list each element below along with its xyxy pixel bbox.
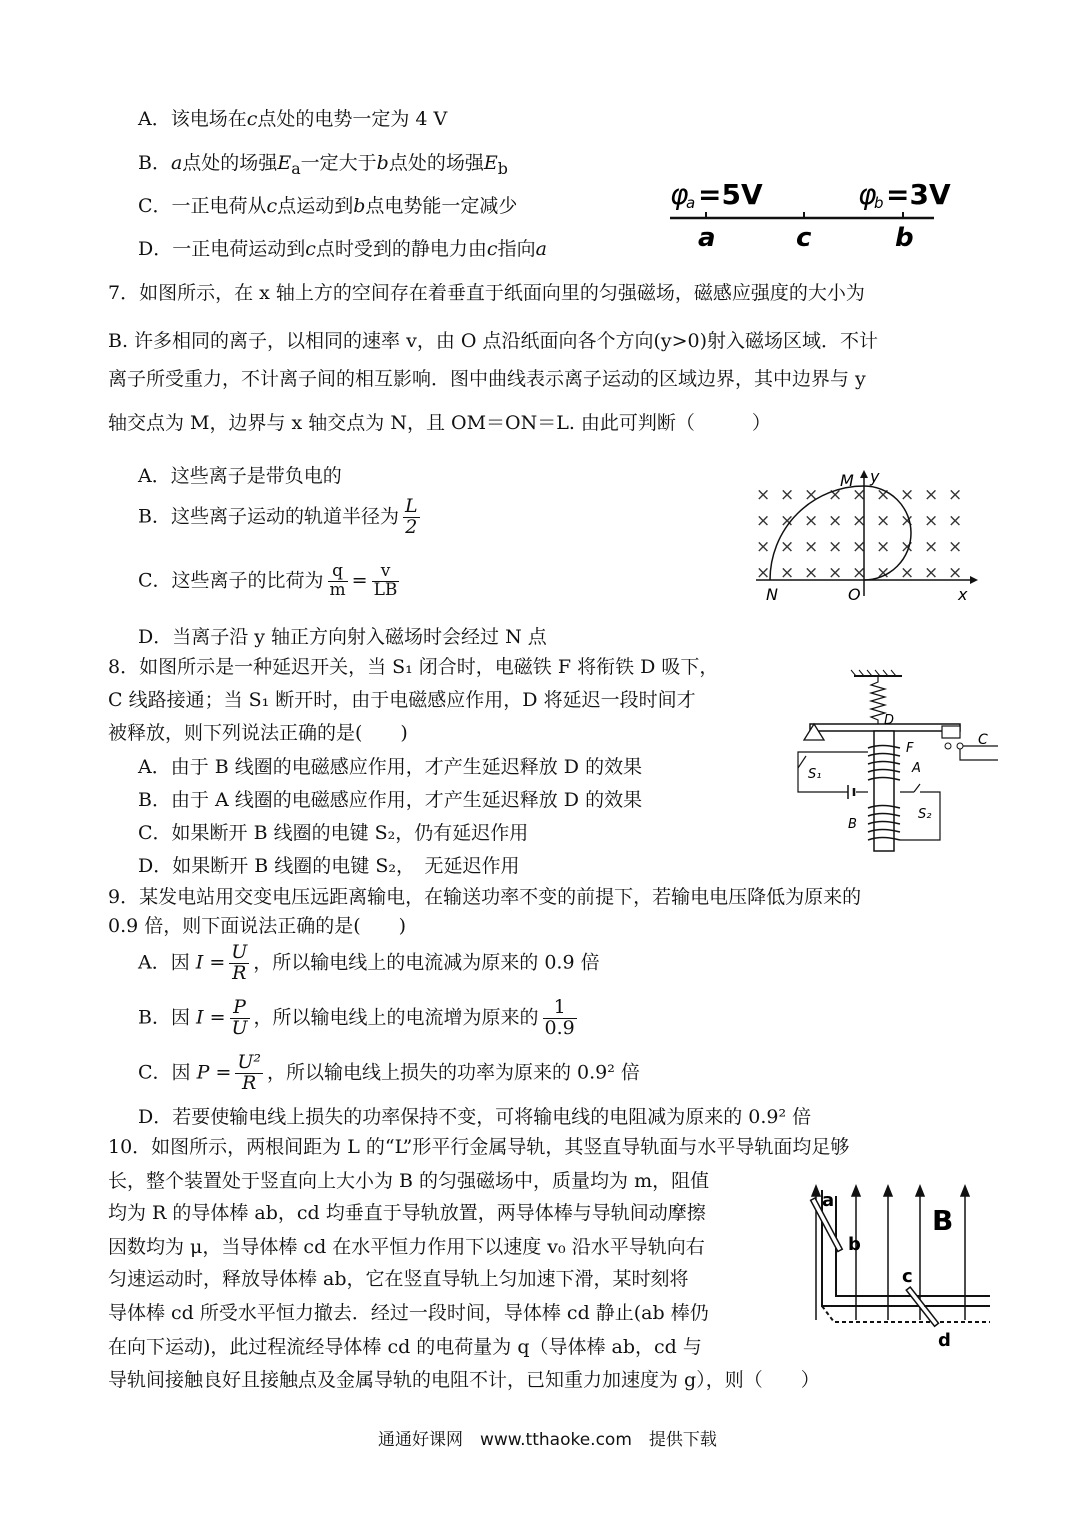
q6-option-b: B．a点处的场强$E_a$一定大于b点处的场强$E_b$ [138, 152, 508, 178]
q10-stem-line-5: 匀速运动时，释放导体棒 ab，它在竖直导轨上匀加速下滑，某时刻将 [108, 1268, 689, 1290]
svg-text:×: × [948, 485, 963, 505]
field-crosses [756, 485, 962, 583]
q10-stem-line-2: 长，整个装置处于竖直向上大小为 B 的匀强磁场中，质量均为 m，阻值 [108, 1170, 710, 1192]
q10-stem-line-8: 导轨间接触良好且接触点及金属导轨的电阻不计，已知重力加速度为 g），则（ ） [108, 1369, 820, 1391]
contact [942, 726, 960, 738]
svg-text:×: × [876, 511, 891, 531]
svg-text:×: × [852, 563, 867, 583]
svg-text:×: × [924, 537, 939, 557]
phi-b-value: =3V [886, 178, 951, 211]
c-circuit-wires [960, 746, 998, 760]
q8-delay-switch-figure [790, 668, 1002, 858]
fraction-v-over-lb: $\frac{v}{LB}$ [373, 561, 398, 600]
label-c: c [902, 1266, 913, 1287]
svg-text:×: × [852, 537, 867, 557]
q9-stem-line-2: 0.9 倍，则下面说法正确的是( ) [108, 915, 407, 937]
label-n: N [766, 585, 778, 604]
label-a: A [912, 761, 921, 776]
q8-option-b: B．由于 A 线圈的电磁感应作用，才产生延迟释放 D 的效果 [138, 789, 643, 811]
label-b: B [848, 817, 857, 832]
fraction-q-over-m: $\frac{q}{m}$ [329, 561, 346, 600]
svg-text:×: × [948, 563, 963, 583]
q8-stem-line-2: C 线路接通；当 S₁ 断开时，由于电磁感应作用，D 将延迟一段时间才 [108, 689, 696, 711]
q6-option-c: C．一正电荷从c点运动到b点电势能一定减少 [138, 195, 518, 217]
fraction-l-over-2: $\frac{L}{2}$ [404, 495, 418, 538]
svg-text:×: × [780, 511, 795, 531]
svg-text:×: × [900, 485, 915, 505]
q7-magnetic-field-figure [752, 468, 982, 608]
q8-stem-line-1: 8．如图所示是一种延迟开关，当 S₁ 闭合时，电磁铁 F 将衔铁 D 吸下， [108, 656, 719, 678]
q6-option-a: A．该电场在c点处的电势一定为 4 V [138, 108, 448, 130]
phi-a-value: =5V [698, 178, 763, 211]
label-o: O [848, 585, 861, 604]
phi-a-sub: a [686, 194, 696, 212]
fraction-u2-over-r: $\frac{\text{U²}}{R}$ [237, 1051, 261, 1094]
phi-b-symbol: φ [858, 178, 877, 211]
phi-b-sub: b [874, 194, 884, 212]
q10-stem-line-6: 导体棒 cd 所受水平恒力撤去．经过一段时间，导体棒 cd 静止(ab 棒仍 [108, 1302, 709, 1324]
q7-stem-line-2: B. 许多相同的离子，以相同的速率 v，由 O 点沿纸面向各个方向(y>0)射入磁场区域．不计 [108, 330, 879, 352]
svg-text:×: × [828, 563, 843, 583]
svg-text:×: × [780, 563, 795, 583]
label-field-b: B [932, 1204, 954, 1237]
q6-potential-figure [662, 172, 952, 258]
label-y: y [870, 468, 880, 486]
q7-option-b: B．这些离子运动的轨道半径为 $\frac{L}{2}$ [138, 495, 418, 538]
svg-text:×: × [804, 537, 819, 557]
label-c: C [978, 732, 988, 748]
q8-option-a: A．由于 B 线圈的电磁感应作用，才产生延迟释放 D 的效果 [138, 756, 643, 778]
label-s2: S₂ [918, 807, 932, 822]
svg-text:×: × [828, 537, 843, 557]
q7-stem-line-3: 离子所受重力，不计离子间的相互影响．图中曲线表示离子运动的区域边界，其中边界与 y [108, 368, 866, 390]
point-c-label: c [796, 223, 812, 253]
q9-option-a: A．因 I = $\frac{U}{R}$ ，所以输电线上的电流减为原来的 0.9 倍 [138, 941, 600, 984]
fraction-p-over-u: $\frac{P}{U}$ [231, 996, 248, 1039]
label-b: b [848, 1234, 861, 1255]
svg-text:×: × [804, 485, 819, 505]
q9-option-d: D．若要使输电线上损失的功率保持不变，可将输电线的电阻减为原来的 0.9² 倍 [138, 1106, 812, 1128]
label-x: x [958, 585, 968, 604]
q10-stem-line-1: 10．如图所示，两根间距为 L 的“L”形平行金属导轨，其竖直导轨面与水平导轨面均足够 [108, 1136, 850, 1158]
label-f: F [906, 741, 914, 756]
q7-stem-line-4: 轴交点为 M，边界与 x 轴交点为 N，且 OM＝ON＝L. 由此可判断（ ） [108, 412, 771, 434]
q8-option-c: C．如果断开 B 线圈的电键 S₂，仍有延迟作用 [138, 822, 529, 844]
q7-option-c: C．这些离子的比荷为 $\frac{q}{m}$ = $\frac{v}{LB}$ [138, 561, 398, 600]
svg-text:×: × [780, 485, 795, 505]
fraction-1-over-0-9: $\frac{1}{0.9}$ [544, 996, 575, 1039]
phi-a-symbol: φ [670, 178, 689, 211]
q9-stem-line-1: 9．某发电站用交变电压远距离输电，在输送功率不变的前提下，若输电电压降低为原来的 [108, 886, 862, 908]
label-s1: S₁ [808, 767, 822, 782]
q10-stem-line-7: 在向下运动)，此过程流经导体棒 cd 的电荷量为 q（导体棒 ab，cd 与 [108, 1336, 702, 1358]
spring [871, 676, 885, 724]
svg-text:×: × [780, 537, 795, 557]
q8-option-d: D．如果断开 B 线圈的电键 S₂， 无延迟作用 [138, 855, 520, 877]
svg-text:×: × [900, 563, 915, 583]
q10-rails-figure [800, 1180, 996, 1352]
svg-text:×: × [852, 485, 867, 505]
q8-stem-line-3: 被释放，则下列说法正确的是( ) [108, 722, 408, 744]
q7-option-a: A．这些离子是带负电的 [138, 465, 342, 487]
q7-option-d: D．当离子沿 y 轴正方向射入磁场时会经过 N 点 [138, 626, 547, 648]
svg-text:×: × [948, 511, 963, 531]
svg-text:×: × [756, 563, 771, 583]
q6-option-d: D．一正电荷运动到c点时受到的静电力由c指向a [138, 238, 547, 260]
label-a: a [822, 1190, 835, 1211]
svg-text:×: × [900, 537, 915, 557]
q7-stem-line-1: 7．如图所示，在 x 轴上方的空间存在着垂直于纸面向里的匀强磁场，磁感应强度的大小为 [108, 282, 865, 304]
svg-text:×: × [828, 485, 843, 505]
fraction-u-over-r: $\frac{U}{R}$ [231, 941, 248, 984]
svg-text:×: × [924, 563, 939, 583]
q9-option-c: C．因 P = $\frac{\text{U²}}{R}$ ，所以输电线上损失的功率为原来的 0.9² 倍 [138, 1051, 640, 1094]
label-m: M [840, 471, 854, 490]
q10-stem-line-3: 均为 R 的导体棒 ab，cd 均垂直于导轨放置，两导体棒与导轨间动摩擦 [108, 1202, 706, 1224]
svg-text:×: × [900, 511, 915, 531]
svg-text:×: × [876, 485, 891, 505]
iron-core [874, 731, 894, 851]
svg-text:×: × [924, 511, 939, 531]
svg-text:×: × [876, 537, 891, 557]
label-d: d [938, 1330, 951, 1351]
svg-text:×: × [756, 485, 771, 505]
svg-text:×: × [876, 563, 891, 583]
q9-option-b: B．因 I = $\frac{P}{U}$ ，所以输电线上的电流增为原来的 $\frac{1}{0.9}$ [138, 996, 575, 1039]
label-d: D [884, 713, 895, 728]
svg-text:×: × [828, 511, 843, 531]
point-b-label: b [895, 223, 914, 253]
svg-text:×: × [756, 537, 771, 557]
svg-text:×: × [852, 511, 867, 531]
svg-text:×: × [924, 485, 939, 505]
footer-source-text: 通通好课网 www.tthaoke.com 提供下载 [378, 1430, 717, 1450]
point-a-label: a [698, 223, 716, 253]
q10-stem-line-4: 因数均为 μ，当导体棒 cd 在水平恒力作用下以速度 v₀ 沿水平导轨向右 [108, 1236, 705, 1258]
svg-text:×: × [804, 563, 819, 583]
svg-text:×: × [756, 511, 771, 531]
switch-s1 [798, 756, 806, 768]
svg-text:×: × [804, 511, 819, 531]
svg-text:×: × [948, 537, 963, 557]
